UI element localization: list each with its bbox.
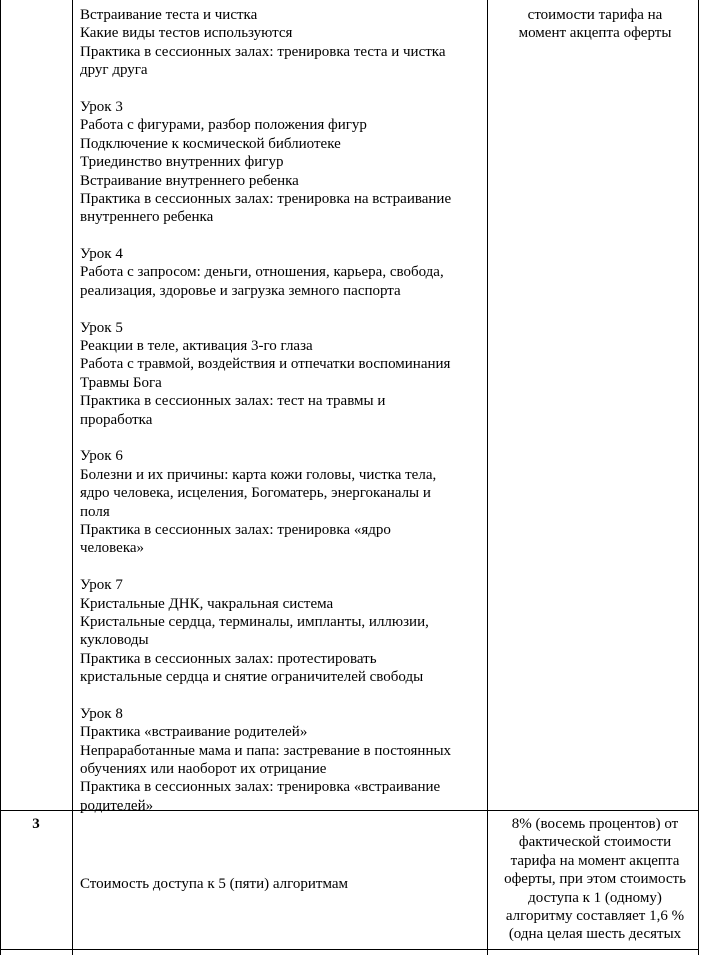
content-line: поля [80, 503, 110, 520]
table-column-divider-1 [72, 0, 73, 955]
table-column-divider-2 [487, 0, 488, 955]
content-line: Урок 5 [80, 319, 123, 336]
table-border-left [0, 0, 1, 955]
row3-description-cell: Стоимость доступа к 5 (пяти) алгоритмам [80, 876, 349, 892]
content-line: ядро человека, исцеления, Богоматерь, энергоканалы и [80, 485, 431, 502]
content-line: Практика в сессионных залах: протестировать [80, 650, 377, 667]
paragraph-gap [80, 227, 485, 245]
content-line: Реакции в теле, активация 3-го глаза [80, 338, 313, 355]
content-line: Практика в сессионных залах: тренировка «ядро [80, 521, 391, 538]
content-line: Триединство внутренних фигур [80, 154, 284, 171]
content-line: Практика в сессионных залах: тренировка «встраивание [80, 779, 441, 796]
table-border-bottom [0, 949, 699, 950]
paragraph-gap [80, 558, 485, 576]
content-line: Урок 6 [80, 448, 123, 465]
price-line: оферты, при этом стоимость [504, 871, 686, 888]
content-line: Кристальные сердца, терминалы, импланты, иллюзии, [80, 613, 429, 630]
content-line: родителей» [80, 797, 154, 814]
content-line: Непраработанные мама и папа: застревание в постоянных [80, 742, 452, 759]
row2-course-content [80, 6, 485, 815]
content-line: Работа с травмой, воздействия и отпечатки воспоминания [80, 356, 451, 373]
row3-price-cell [492, 815, 698, 944]
content-line: кристальные сердца и снятие ограничителей свободы [80, 669, 424, 686]
content-line: Какие виды тестов используются [80, 25, 293, 42]
content-line: Встраивание внутреннего ребенка [80, 172, 299, 189]
price-line: алгоритму составляет 1,6 % [505, 907, 685, 924]
price-line: стоимости тарифа на [527, 7, 663, 23]
content-line: Встраивание теста и чистка [80, 7, 258, 23]
content-line: друг друга [80, 62, 148, 79]
row2-price-cell [492, 6, 698, 43]
price-line: доступа к 1 (одному) [528, 889, 662, 906]
content-line: Подключение к космической библиотеке [80, 135, 341, 152]
content-line: Урок 4 [80, 246, 123, 263]
content-line: Работа с фигурами, разбор положения фигур [80, 117, 367, 134]
paragraph-gap [80, 80, 485, 98]
content-line: человека» [80, 540, 145, 557]
content-line: Работа с запросом: деньги, отношения, карьера, свобода, [80, 264, 444, 281]
paragraph-gap [80, 686, 485, 704]
price-line: (одна целая шесть десятых [508, 926, 682, 943]
row3-number-cell: 3 [32, 816, 40, 832]
content-line: кукловоды [80, 632, 149, 649]
content-line: Практика в сессионных залах: тренировка теста и чистка [80, 43, 446, 60]
price-line: 8% (восемь процентов) от [511, 816, 679, 832]
content-line: Кристальные ДНК, чакральная система [80, 595, 334, 612]
content-line: реализация, здоровье и загрузка земного паспорта [80, 282, 401, 299]
content-line: внутреннего ребенка [80, 209, 214, 226]
paragraph-gap [80, 300, 485, 318]
content-line: обучениях или наоборот их отрицание [80, 761, 327, 778]
paragraph-gap [80, 429, 485, 447]
table-border-right [698, 0, 699, 955]
price-line: момент акцепта оферты [518, 25, 672, 42]
content-line: Урок 7 [80, 577, 123, 594]
price-line: фактической стоимости [518, 834, 672, 851]
content-line: проработка [80, 411, 153, 428]
content-line: Практика в сессионных залах: тренировка на встраивание [80, 190, 452, 207]
content-line: Урок 8 [80, 705, 123, 722]
content-line: Урок 3 [80, 98, 123, 115]
price-line: тарифа на момент акцепта [510, 852, 680, 869]
content-line: Травмы Бога [80, 374, 162, 391]
content-line: Практика в сессионных залах: тест на травмы и [80, 393, 386, 410]
content-line: Болезни и их причины: карта кожи головы, чистка тела, [80, 466, 437, 483]
content-line: Практика «встраивание родителей» [80, 724, 308, 741]
